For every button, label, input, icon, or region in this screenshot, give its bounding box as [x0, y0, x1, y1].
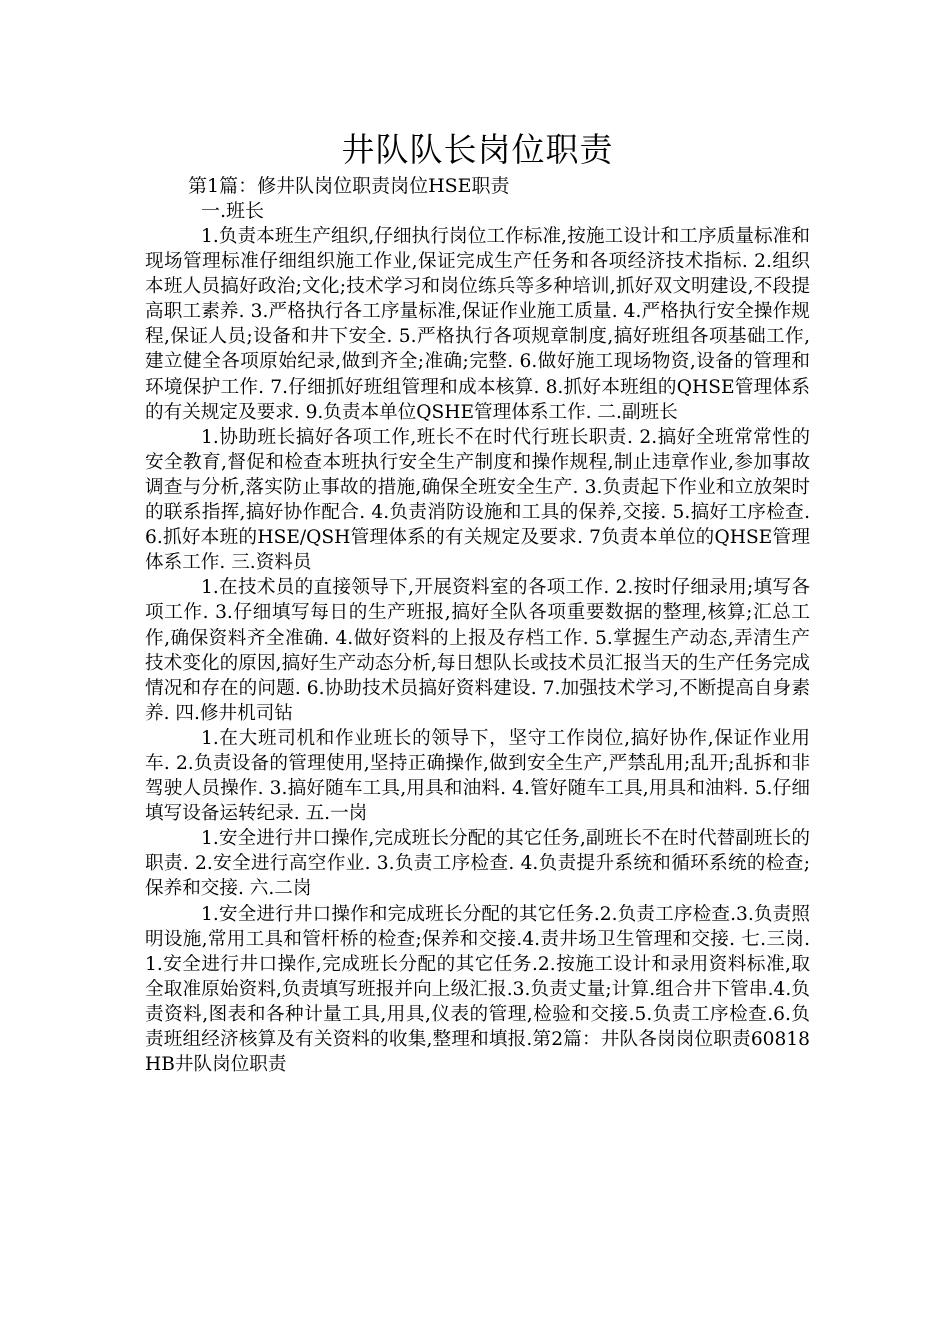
paragraph-post-one: 1.安全进行井口操作,完成班长分配的其它任务,副班长不在时代替副班长的职责. 2.安全进行高空作业. 3.负责工序检查. 4.负责提升系统和循环系统的检查;保养和交接. 六.二岗	[145, 828, 810, 900]
section-heading: 一.班长	[201, 200, 265, 222]
paragraph-data-clerk: 1.在技术员的直接领导下,开展资料室的各项工作. 2.按时仔细录用;填写各项工作. 3.仔细填写每日的生产班报,搞好全队各项重要数据的整理,核算;汇总工作,确保资料齐全准确. 4.做好资料的上报及存档工作. 5.掌握生产动态,弄清生产技术变化的原因,搞好生产动态分析,每日想队长或技术员汇报当天的生产任务完成情况和存在的问题. 6.协助技术员搞好资料建设. 7.加强技术学习,不断提高自身素养. 四.修井机司钻	[145, 577, 810, 724]
document-title: 井队队长岗位职责	[341, 130, 614, 169]
paragraph-deputy-leader: 1.协助班长搞好各项工作,班长不在时代行班长职责. 2.搞好全班常常性的安全教育,督促和检查本班执行安全生产制度和操作规程,制止违章作业,参加事故调查与分析,落实防止事故的措施,确保全班安全生产. 3.负责起下作业和立放架时的联系指挥,搞好协作配合. 4.负责消防设施和工具的保养,交接. 5.搞好工序检查. 6.抓好本班的HSE/QSH管理体系的有关规定及要求. 7负责本单位的QHSE管理体系工作. 三.资料员	[145, 426, 810, 574]
paragraph-squad-leader: 1.负责本班生产组织,仔细执行岗位工作标准,按施工设计和工序质量标准和现场管理标准仔细组织施工作业,保证完成生产任务和各项经济技术指标. 2.组织本班人员搞好政治;文化;技术学习和岗位练兵等多种培训,抓好双文明建设,不段提高职工素养. 3.严格执行各工序量标准,保证作业施工质量. 4.严格执行安全操作规程,保证人员;设备和井下安全. 5.严格执行各项规章制度,搞好班组各项基础工作,建立健全各项原始纪录,做到齐全;准确;完整. 6.做好施工现场物资,设备的管理和环境保护工作. 7.仔细抓好班组管理和成本核算. 8.抓好本班组的QHSE管理体系的有关规定及要求. 9.负责本单位QSHE管理体系工作. 二.副班长	[145, 226, 810, 423]
paragraph-rig-driller: 1.在大班司机和作业班长的领导下，坚守工作岗位,搞好协作,保证作业用车. 2.负责设备的管理使用,坚持正确操作,做到安全生产,严禁乱用;乱开;乱拆和非驾驶人员操作. 3.搞好随车工具,用具和油料. 4.管好随车工具,用具和油料. 5.仔细填写设备运转纪录. 五.一岗	[145, 727, 810, 825]
document-page	[145, 128, 810, 1077]
paragraph-post-two-three: 1.安全进行井口操作和完成班长分配的其它任务.2.负责工序检查.3.负责照明设施,常用工具和管杆桥的检查;保养和交接.4.责井场卫生管理和交接. 七.三岗.1.安全进行井口操作,完成班长分配的其它任务.2.按施工设计和录用资料标准,取全取准原始资料,负责填写班报并向上级汇报.3.负责丈量;计算.组合井下管串.4.负责资料,图表和各种计量工具,用具,仪表的管理,检验和交接.5.负责工序检查.6.负责班组经济核算及有关资料的收集,整理和填报.第2篇：井队各岗岗位职责60818HB井队岗位职责	[145, 903, 810, 1076]
part-heading: 第1篇：修井队岗位职责岗位HSE职责	[188, 175, 510, 197]
